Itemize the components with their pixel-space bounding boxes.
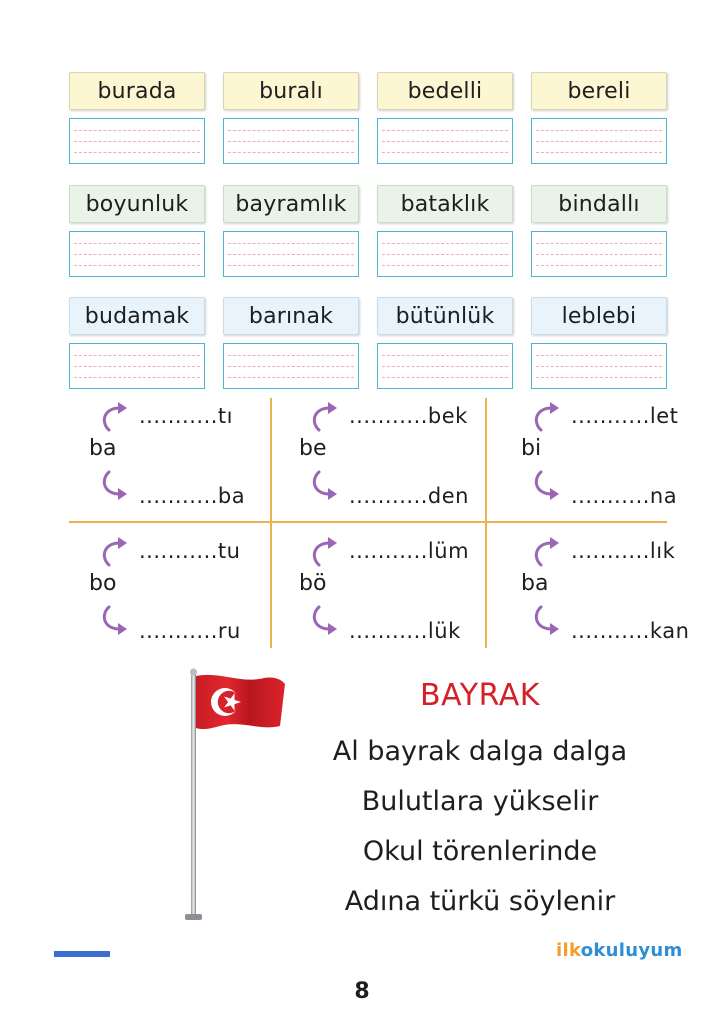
- syllable-cell: [69, 398, 269, 513]
- syllable-cell: [279, 398, 479, 513]
- word-card: bindallı: [531, 185, 667, 223]
- curved-arrow-icon: [97, 603, 131, 637]
- syllable-label: be: [299, 436, 327, 461]
- poem-line: Bulutlara yükselir: [361, 786, 599, 817]
- curved-arrow-icon: [97, 468, 131, 502]
- word-card: bataklık: [377, 185, 513, 223]
- writing-box[interactable]: [223, 231, 359, 277]
- writing-box[interactable]: [69, 118, 205, 164]
- writing-box[interactable]: [531, 343, 667, 389]
- word-card: boyunluk: [69, 185, 205, 223]
- word-row-3: [69, 297, 667, 389]
- fill-in-blank[interactable]: ...........lük: [349, 619, 461, 643]
- page-number: 8: [354, 979, 370, 1004]
- syllable-cell: [501, 533, 701, 648]
- word-card: bedelli: [377, 72, 513, 110]
- syllable-label: ba: [89, 436, 117, 461]
- curved-arrow-icon: [307, 603, 341, 637]
- poem: [320, 678, 640, 927]
- writing-box[interactable]: [223, 118, 359, 164]
- curved-arrow-icon: [529, 535, 563, 569]
- syllable-cell: [69, 533, 269, 648]
- syllable-label: bö: [299, 571, 327, 596]
- poem-title: BAYRAK: [420, 678, 540, 713]
- writing-box[interactable]: [223, 343, 359, 389]
- word-card: barınak: [223, 297, 359, 335]
- word-card: leblebi: [531, 297, 667, 335]
- word-card: burada: [69, 72, 205, 110]
- fill-in-blank[interactable]: ...........tu: [139, 539, 241, 563]
- publisher-mark: [54, 951, 110, 957]
- fill-in-blank[interactable]: ...........na: [571, 484, 678, 508]
- grid-divider-vertical: [270, 398, 272, 648]
- syllable-label: bi: [521, 436, 542, 461]
- fill-in-blank[interactable]: ...........ru: [139, 619, 241, 643]
- ilkokuluyum-logo: ilkokuluyum: [556, 940, 683, 961]
- fill-in-blank[interactable]: ...........bek: [349, 404, 468, 428]
- writing-box[interactable]: [377, 343, 513, 389]
- curved-arrow-icon: [529, 603, 563, 637]
- word-card: buralı: [223, 72, 359, 110]
- syllable-cell: [501, 398, 701, 513]
- syllable-grid: [69, 398, 690, 648]
- writing-box[interactable]: [531, 118, 667, 164]
- syllable-label: bo: [89, 571, 117, 596]
- writing-box[interactable]: [69, 231, 205, 277]
- curved-arrow-icon: [307, 535, 341, 569]
- fill-in-blank[interactable]: ...........tı: [139, 404, 233, 428]
- fill-in-blank[interactable]: ...........lüm: [349, 539, 470, 563]
- writing-box[interactable]: [531, 231, 667, 277]
- word-row-2: [69, 185, 667, 277]
- word-card: budamak: [69, 297, 205, 335]
- curved-arrow-icon: [97, 400, 131, 434]
- fill-in-blank[interactable]: ...........let: [571, 404, 679, 428]
- curved-arrow-icon: [307, 468, 341, 502]
- writing-box[interactable]: [377, 118, 513, 164]
- poem-line: Adına türkü söylenir: [344, 886, 616, 917]
- curved-arrow-icon: [307, 400, 341, 434]
- word-card: bayramlık: [223, 185, 359, 223]
- grid-divider-horizontal: [69, 521, 667, 523]
- writing-box[interactable]: [69, 343, 205, 389]
- word-card: bereli: [531, 72, 667, 110]
- curved-arrow-icon: [97, 535, 131, 569]
- fill-in-blank[interactable]: ...........ba: [139, 484, 246, 508]
- fill-in-blank[interactable]: ...........lık: [571, 539, 676, 563]
- writing-box[interactable]: [377, 231, 513, 277]
- word-card: bütünlük: [377, 297, 513, 335]
- fill-in-blank[interactable]: ...........kan: [571, 619, 690, 643]
- curved-arrow-icon: [529, 400, 563, 434]
- word-row-1: [69, 72, 667, 164]
- flag-illustration: [180, 668, 290, 926]
- fill-in-blank[interactable]: ...........den: [349, 484, 469, 508]
- curved-arrow-icon: [529, 468, 563, 502]
- poem-line: Okul törenlerinde: [362, 836, 598, 867]
- poem-line: Al bayrak dalga dalga: [332, 736, 628, 767]
- turkish-flag-icon: [180, 668, 290, 926]
- syllable-cell: [279, 533, 479, 648]
- syllable-label: ba: [521, 571, 549, 596]
- grid-divider-vertical: [485, 398, 487, 648]
